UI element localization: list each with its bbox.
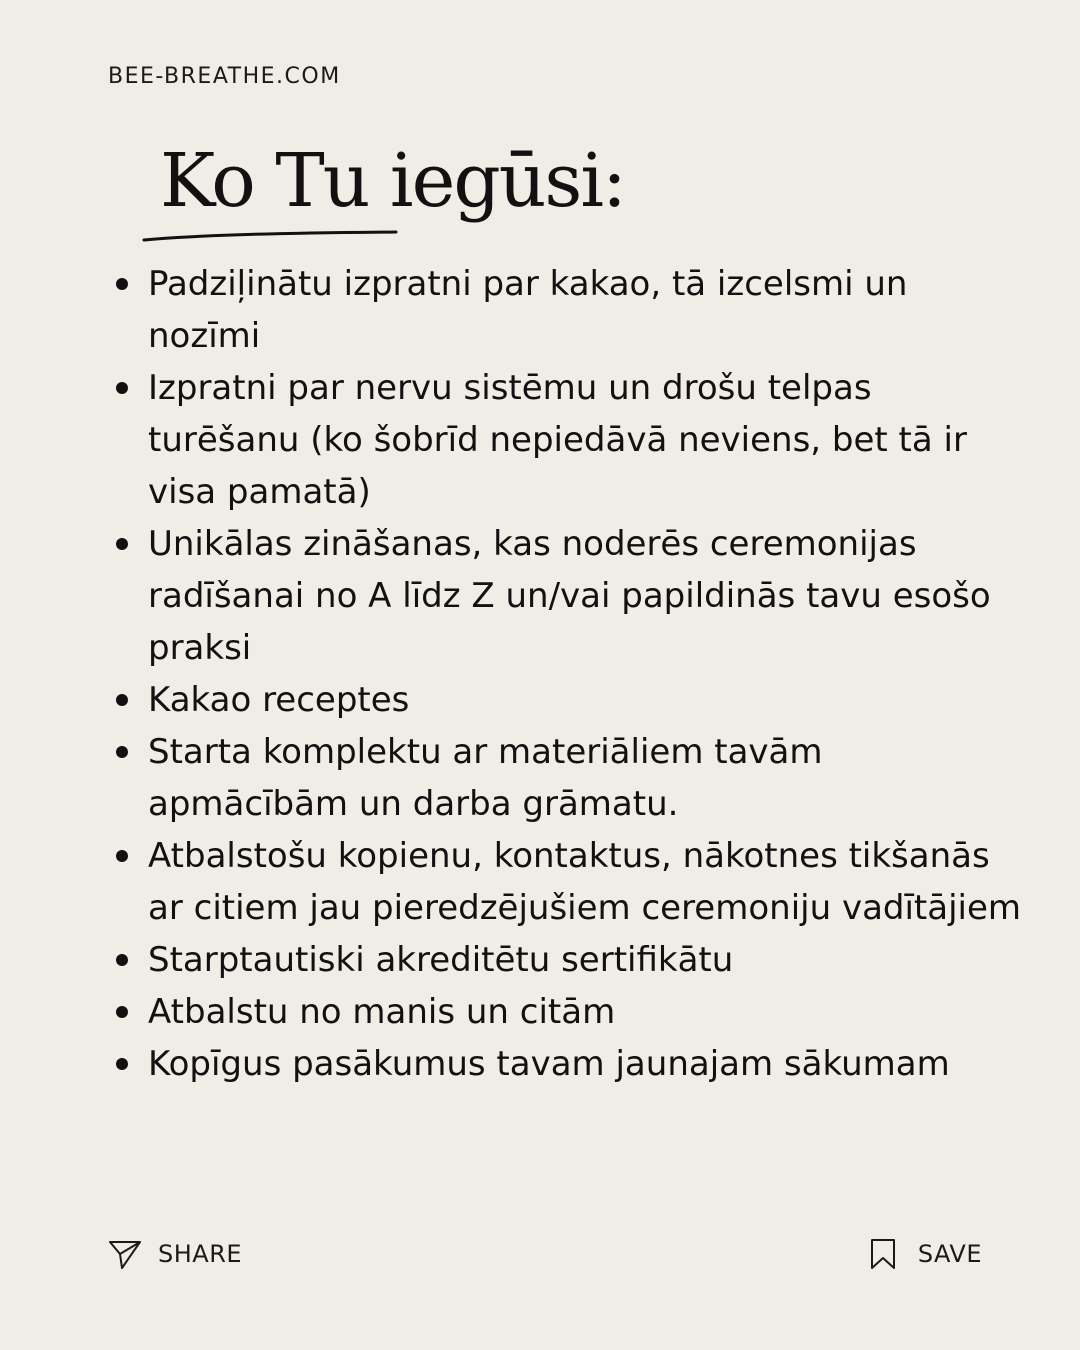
list-item [148,258,1028,362]
bullet [116,746,128,758]
list-item [148,830,1028,934]
benefits-list [148,258,1028,1090]
bullet [116,1058,128,1070]
list-item-text: Starptautiski akreditētu sertifikātu [148,940,734,980]
share-button[interactable] [108,1238,242,1270]
site-url: BEE-BREATHE.COM [108,64,341,89]
list-item [148,986,1028,1038]
save-button[interactable] [870,1238,982,1270]
list-item-text: Unikālas zināšanas, kas noderēs ceremonijas radīšanai no A līdz Z un/vai papildinās tavu esošo praksi [148,524,991,668]
bullet [116,850,128,862]
list-item-text: Kakao receptes [148,680,410,720]
bullet [116,1006,128,1018]
bullet [116,954,128,966]
list-item-text: Kopīgus pasākumus tavam jaunajam sākumam [148,1044,950,1084]
page-title: Ko Tu iegūsi: [160,138,625,224]
bullet [116,382,128,394]
list-item [148,1038,1028,1090]
list-item [148,674,1028,726]
list-item-text: Starta komplektu ar materiāliem tavām apmācībām un darba grāmatu. [148,732,823,824]
bullet [116,538,128,550]
list-item-text: Izpratni par nervu sistēmu un drošu telpas turēšanu (ko šobrīd nepiedāvā neviens, bet tā ir visa pamatā) [148,368,967,512]
list-item [148,934,1028,986]
list-item [148,362,1028,518]
list-item-text: Padziļinātu izpratni par kakao, tā izcelsmi un nozīmi [148,264,908,356]
paper-plane-icon [108,1238,142,1270]
bullet [116,278,128,290]
list-item [148,726,1028,830]
list-item [148,518,1028,674]
save-label: SAVE [917,1240,982,1268]
share-label: SHARE [158,1240,243,1268]
bookmark-icon [870,1238,896,1270]
bullet [116,694,128,706]
list-item-text: Atbalstu no manis un citām [148,992,616,1032]
list-item-text: Atbalstošu kopienu, kontaktus, nākotnes tikšanās ar citiem jau pieredzējušiem ceremoniju vadītājiem [148,836,1022,928]
title-underline [140,224,402,246]
